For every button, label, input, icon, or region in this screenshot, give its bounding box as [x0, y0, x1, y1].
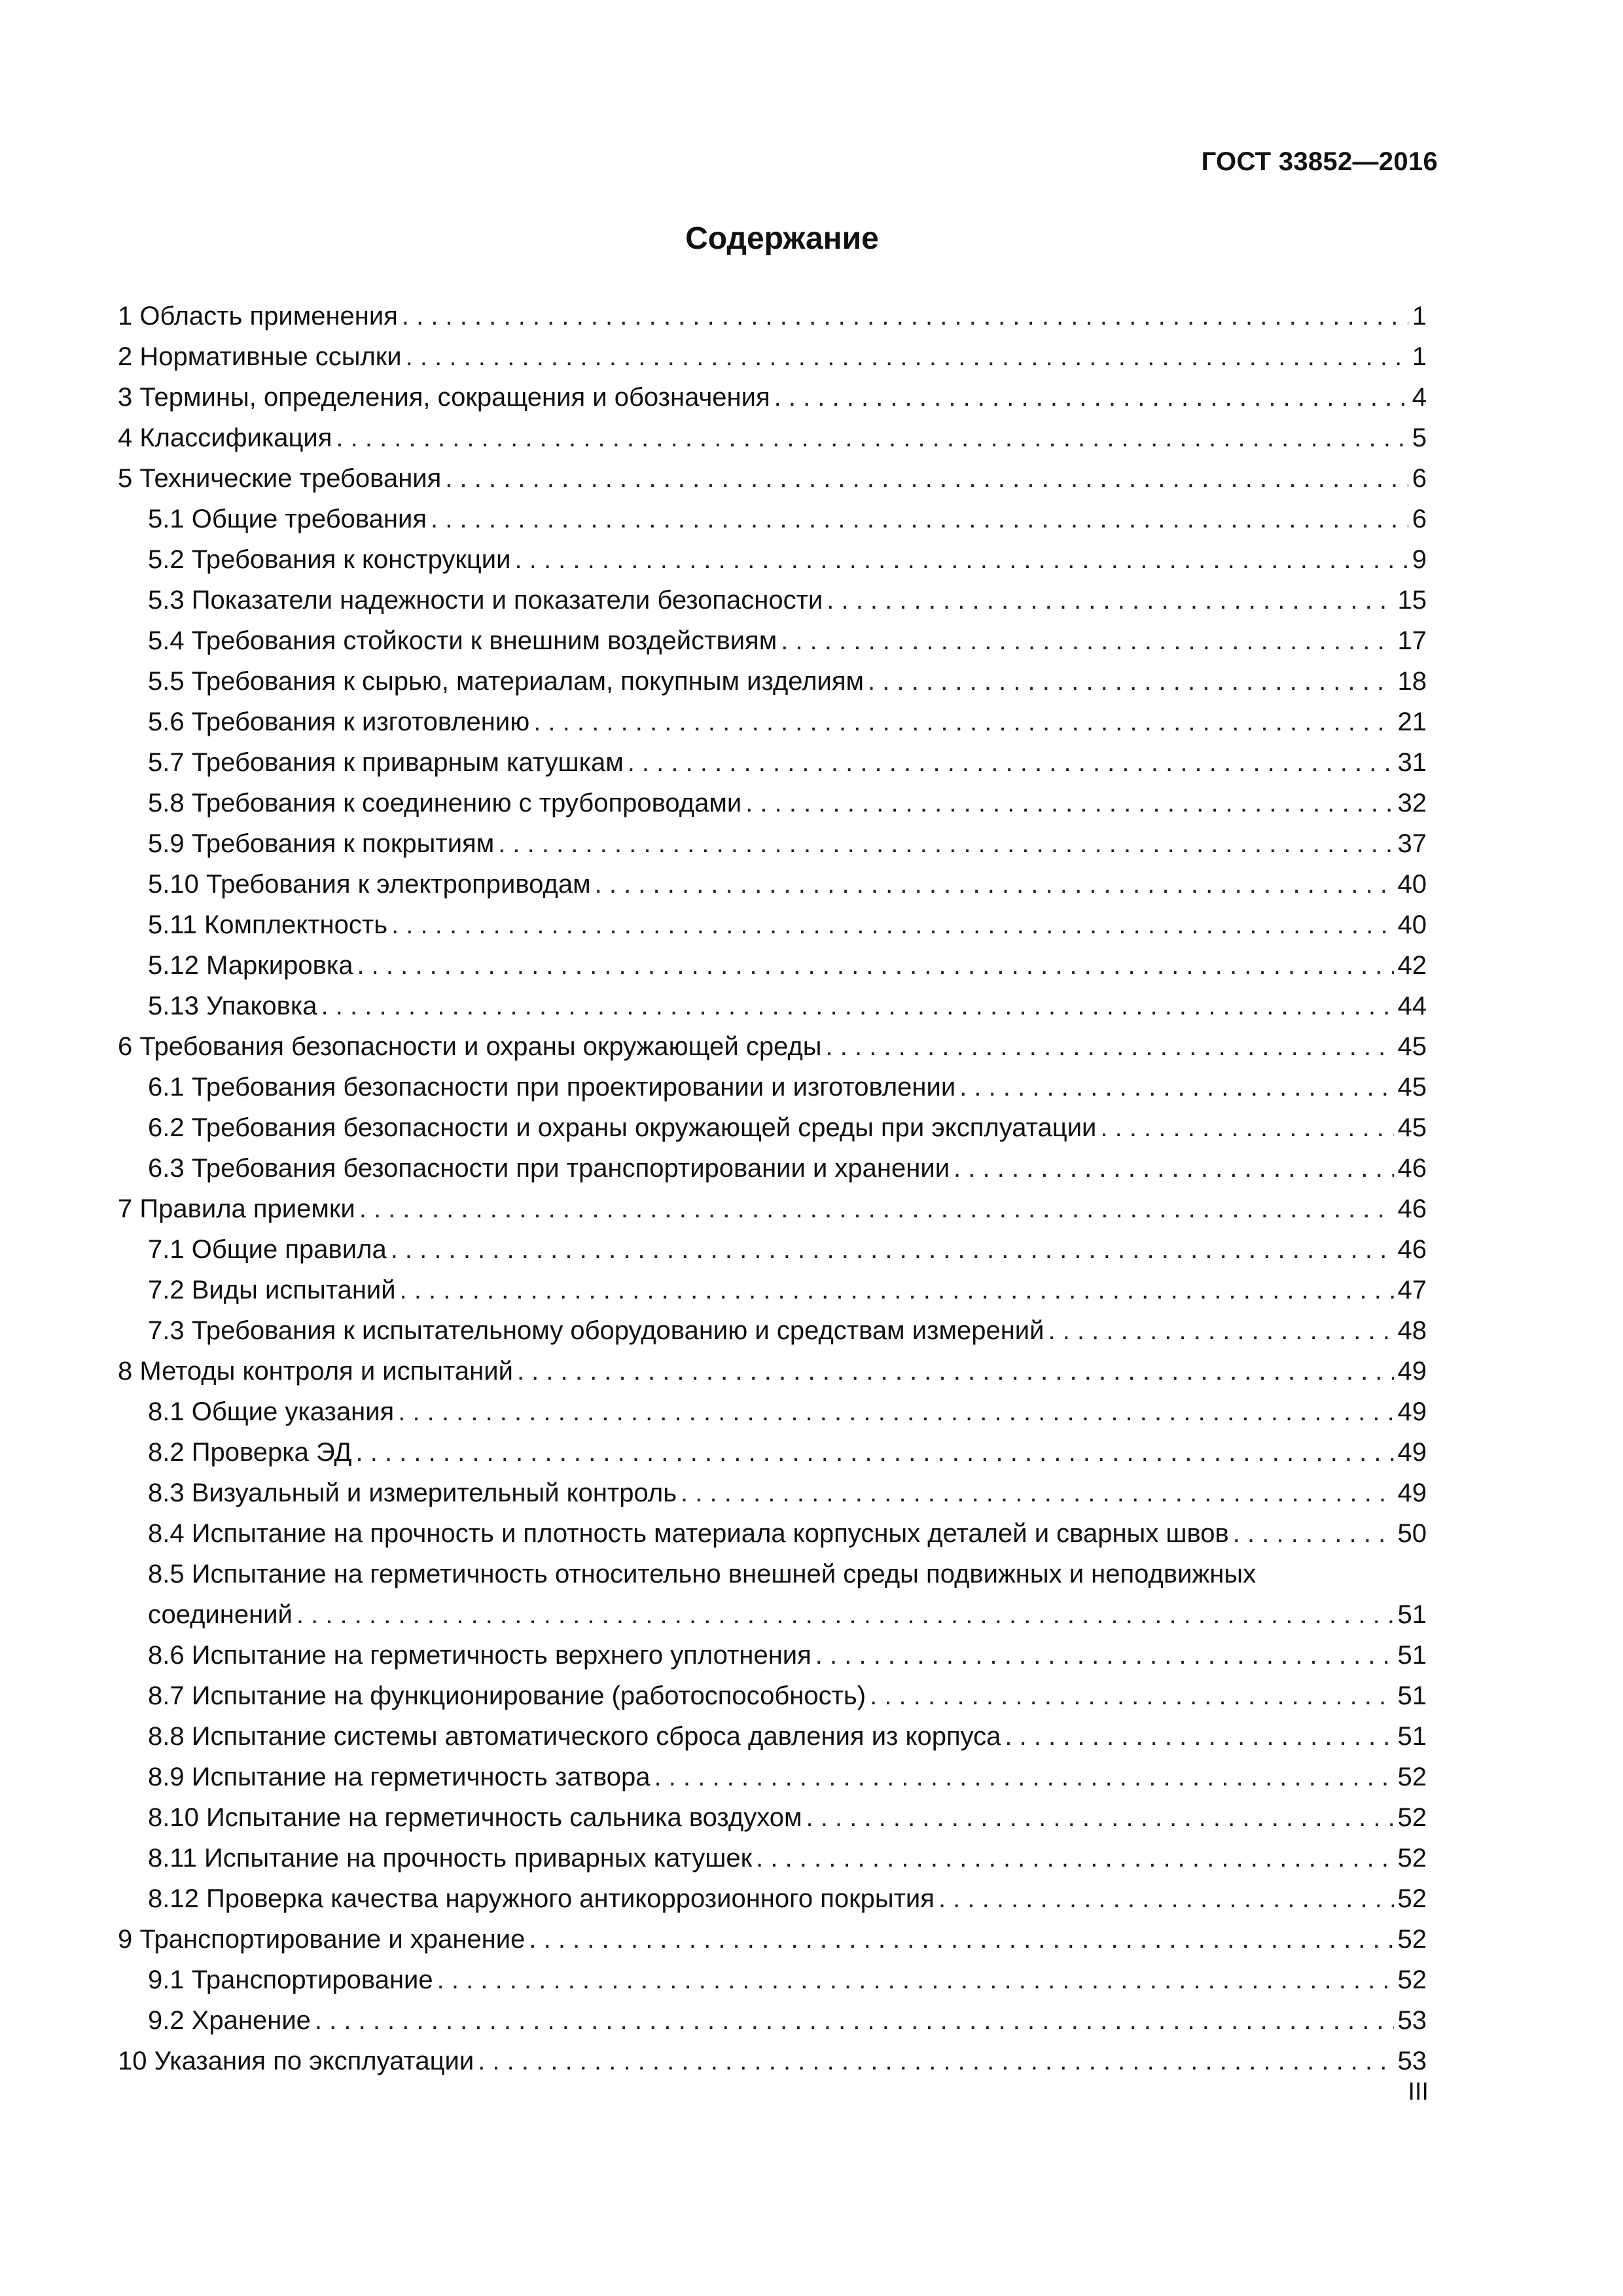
toc-entry-page: 17: [1397, 626, 1427, 655]
toc-entry-title: 6.3 Требования безопасности при транспортировании и хранении: [148, 1154, 950, 1183]
toc-dot-leader: [514, 539, 1408, 580]
toc-entry-page: 52: [1397, 1965, 1427, 1994]
toc-subentry[interactable]: [118, 620, 1427, 661]
toc-entry-page: 40: [1397, 870, 1427, 899]
toc-subentry[interactable]: [118, 905, 1427, 945]
toc-entry-title: 5.1 Общие требования: [148, 505, 427, 533]
toc-dot-leader: [806, 1797, 1394, 1838]
toc-entry-page: 45: [1397, 1032, 1427, 1061]
toc-dot-leader: [681, 1473, 1393, 1513]
toc-entry[interactable]: [118, 1189, 1427, 1229]
toc-entry-title: 8.9 Испытание на герметичность затвора: [148, 1763, 651, 1791]
toc-entry-title: 8.6 Испытание на герметичность верхнего уплотнения: [148, 1641, 812, 1670]
toc-entry-title: 8.4 Испытание на прочность и плотность материала корпусных деталей и сварных швов: [148, 1519, 1229, 1548]
toc-entry-page: 48: [1397, 1316, 1427, 1345]
toc-dot-leader: [321, 986, 1394, 1026]
toc-entry[interactable]: [118, 418, 1427, 458]
toc-entry-title: 6.1 Требования безопасности при проектировании и изготовлении: [148, 1073, 956, 1102]
toc-entry-title: 8.12 Проверка качества наружного антикоррозионного покрытия: [148, 1884, 935, 1913]
toc-entry-page: 4: [1412, 383, 1427, 412]
toc-dot-leader: [437, 1960, 1394, 2000]
toc-entry-title: 1 Область применения: [118, 302, 398, 331]
toc-dot-leader: [533, 702, 1393, 742]
toc-subentry[interactable]: [118, 1513, 1427, 1554]
toc-dot-leader: [517, 1351, 1394, 1391]
toc-subentry[interactable]: [118, 1229, 1427, 1270]
toc-dot-leader: [1233, 1513, 1394, 1554]
toc-entry-title: 6.2 Требования безопасности и охраны окружающей среды при эксплуатации: [148, 1113, 1097, 1142]
toc-entry-page: 51: [1397, 1681, 1427, 1710]
toc-subentry[interactable]: [118, 823, 1427, 864]
toc-subentry[interactable]: [118, 1838, 1427, 1878]
toc-entry-page: 6: [1412, 505, 1427, 533]
toc-entry[interactable]: [118, 336, 1427, 377]
toc-entry-page: 1: [1412, 302, 1427, 331]
toc-dot-leader: [445, 458, 1408, 499]
toc-entry-title: 8.3 Визуальный и измерительный контроль: [148, 1479, 677, 1507]
toc-dot-leader: [815, 1635, 1394, 1676]
toc-subentry[interactable]: [118, 1554, 1427, 1635]
toc-dot-leader: [356, 1432, 1394, 1473]
toc-entry-page: 52: [1397, 1844, 1427, 1873]
toc-entry-title: 5.3 Показатели надежности и показатели безопасности: [148, 586, 823, 615]
toc-entry-title: 7.3 Требования к испытательному оборудованию и средствам измерений: [148, 1316, 1044, 1345]
toc-subentry[interactable]: [118, 1635, 1427, 1676]
toc-subentry[interactable]: [118, 2000, 1427, 2041]
toc-entry-page: 50: [1397, 1519, 1427, 1548]
toc-entry-title: 9.2 Хранение: [148, 2006, 311, 2035]
toc-entry-title: 7.1 Общие правила: [148, 1235, 387, 1264]
toc-entry-page: 9: [1412, 545, 1427, 574]
toc-entry-title: 5.13 Упаковка: [148, 992, 317, 1020]
toc-entry-page: 51: [1397, 1641, 1427, 1670]
toc-entry-title-line1: 8.5 Испытание на герметичность относительно внешней среды подвижных и неподвижных: [148, 1560, 1257, 1588]
toc-entry-title: 5.2 Требования к конструкции: [148, 545, 511, 574]
toc-dot-leader: [868, 661, 1393, 702]
toc-entry-title: 8.1 Общие указания: [148, 1397, 395, 1426]
toc-entry-title: 8.2 Проверка ЭД: [148, 1438, 352, 1467]
toc-entry-title: 5.9 Требования к покрытиям: [148, 829, 495, 858]
toc-entry-title: 5.11 Комплектность: [148, 910, 388, 939]
toc-subentry[interactable]: [118, 945, 1427, 986]
toc-entry-title: 7.2 Виды испытаний: [148, 1276, 396, 1304]
toc-subentry[interactable]: [118, 1676, 1427, 1716]
toc-entry-page: 45: [1397, 1073, 1427, 1102]
toc-entry-title: 5.8 Требования к соединению с трубопроводами: [148, 789, 742, 817]
toc-entry[interactable]: [118, 1351, 1427, 1391]
toc-entry-title: 4 Классификация: [118, 423, 332, 452]
toc-entry-title: 8.11 Испытание на прочность приварных катушек: [148, 1844, 753, 1873]
toc-subentry[interactable]: [118, 1391, 1427, 1432]
toc-dot-leader: [336, 418, 1408, 458]
toc-subentry[interactable]: [118, 539, 1427, 580]
toc-entry[interactable]: [118, 296, 1427, 336]
toc-entry-title: 5.4 Требования стойкости к внешним воздействиям: [148, 626, 777, 655]
toc-entry[interactable]: [118, 377, 1427, 418]
toc-subentry[interactable]: [118, 499, 1427, 539]
toc-entry-page: 45: [1397, 1113, 1427, 1142]
toc-entry-page: 31: [1397, 748, 1427, 777]
toc-dot-leader: [781, 620, 1393, 661]
toc-entry[interactable]: [118, 1026, 1427, 1067]
toc-dot-leader: [745, 783, 1393, 823]
toc-title: Содержание: [685, 221, 879, 256]
toc-entry[interactable]: [118, 1919, 1427, 1960]
toc-subentry[interactable]: [118, 986, 1427, 1026]
toc-dot-leader: [391, 1229, 1394, 1270]
toc-entry-page: 53: [1397, 2006, 1427, 2035]
toc-entry-title: 8.7 Испытание на функционирование (работоспособность): [148, 1681, 866, 1710]
toc-entry-page: 44: [1397, 992, 1427, 1020]
toc-subentry[interactable]: [118, 1797, 1427, 1838]
toc-subentry[interactable]: [118, 1878, 1427, 1919]
toc-subentry[interactable]: [118, 864, 1427, 905]
document-code: ГОСТ 33852—2016: [1201, 147, 1438, 176]
toc-entry-title: 7 Правила приемки: [118, 1194, 355, 1223]
toc-entry-page: 52: [1397, 1803, 1427, 1832]
toc-subentry[interactable]: [118, 702, 1427, 742]
toc-entry-page: 49: [1397, 1438, 1427, 1467]
toc-entry-page: 46: [1397, 1154, 1427, 1183]
toc-dot-leader: [296, 1594, 1394, 1635]
toc-subentry[interactable]: [118, 1310, 1427, 1351]
toc-dot-leader: [628, 742, 1394, 783]
toc-subentry[interactable]: [118, 580, 1427, 620]
toc-dot-leader: [595, 864, 1394, 905]
toc-entry-page: 6: [1412, 464, 1427, 493]
toc-dot-leader: [1005, 1716, 1393, 1757]
toc-dot-leader: [359, 1189, 1394, 1229]
toc-entry-page: 51: [1397, 1722, 1427, 1751]
toc-entry-page: 52: [1397, 1763, 1427, 1791]
toc-entry-page: 46: [1397, 1194, 1427, 1223]
toc-entry-title: 10 Указания по эксплуатации: [118, 2047, 474, 2075]
page-number: III: [1408, 2078, 1429, 2106]
toc-dot-leader: [870, 1676, 1393, 1716]
toc-dot-leader: [400, 1270, 1394, 1310]
toc-entry[interactable]: [118, 2041, 1427, 2081]
toc-subentry[interactable]: [118, 1270, 1427, 1310]
toc-entry-page: 51: [1397, 1600, 1427, 1629]
toc-entry[interactable]: [118, 458, 1427, 499]
toc-entry-page: 49: [1397, 1397, 1427, 1426]
toc-entry-page: 18: [1397, 667, 1427, 696]
toc-dot-leader: [938, 1878, 1394, 1919]
toc-dot-leader: [959, 1067, 1393, 1107]
toc-dot-leader: [398, 1391, 1393, 1432]
toc-entry-title: 9.1 Транспортирование: [148, 1965, 433, 1994]
toc-entry-page: 1: [1412, 342, 1427, 371]
toc-dot-leader: [774, 377, 1408, 418]
toc-subentry[interactable]: [118, 1067, 1427, 1107]
toc-dot-leader: [357, 945, 1393, 986]
toc-entry-title-line2: соединений: [148, 1600, 293, 1629]
toc-entry-page: 37: [1397, 829, 1427, 858]
toc-subentry[interactable]: [118, 661, 1427, 702]
toc-entry-page: 47: [1397, 1276, 1427, 1304]
toc-dot-leader: [529, 1919, 1393, 1960]
toc-dot-leader: [315, 2000, 1394, 2041]
toc-dot-leader: [478, 2041, 1393, 2081]
toc-dot-leader: [406, 336, 1408, 377]
toc-subentry[interactable]: [118, 1757, 1427, 1797]
toc-dot-leader: [1100, 1107, 1393, 1148]
toc-dot-leader: [431, 499, 1408, 539]
toc-entry-page: 15: [1397, 586, 1427, 615]
toc-entry-page: 49: [1397, 1479, 1427, 1507]
toc-subentry[interactable]: [118, 1716, 1427, 1757]
toc-entry-title: 5.10 Требования к электроприводам: [148, 870, 591, 899]
toc-subentry[interactable]: [118, 1960, 1427, 2000]
toc-entry-title: 5.6 Требования к изготовлению: [148, 708, 530, 736]
toc-dot-leader: [498, 823, 1393, 864]
toc-entry-page: 52: [1397, 1925, 1427, 1954]
toc-entry-title: 6 Требования безопасности и охраны окружающей среды: [118, 1032, 822, 1061]
toc-subentry[interactable]: [118, 1107, 1427, 1148]
toc-entry-title: 5 Технические требования: [118, 464, 442, 493]
toc-dot-leader: [391, 905, 1393, 945]
toc-entry-page: 40: [1397, 910, 1427, 939]
toc-subentry[interactable]: [118, 1432, 1427, 1473]
toc-dot-leader: [1048, 1310, 1393, 1351]
toc-entry-page: 46: [1397, 1235, 1427, 1264]
toc-entry-page: 32: [1397, 789, 1427, 817]
toc-entry-title: 5.7 Требования к приварным катушкам: [148, 748, 624, 777]
toc-dot-leader: [954, 1148, 1393, 1189]
toc-entry-page: 49: [1397, 1357, 1427, 1386]
toc-subentry[interactable]: [118, 783, 1427, 823]
toc-entry-title: 5.5 Требования к сырью, материалам, покупным изделиям: [148, 667, 865, 696]
toc-entry-title: 8 Методы контроля и испытаний: [118, 1357, 513, 1386]
toc-subentry[interactable]: [118, 742, 1427, 783]
toc-dot-leader: [756, 1838, 1393, 1878]
toc-dot-leader: [827, 580, 1393, 620]
toc-entry-page: 42: [1397, 951, 1427, 980]
toc-entry-title: 8.10 Испытание на герметичность сальника воздухом: [148, 1803, 802, 1832]
toc-subentry[interactable]: [118, 1473, 1427, 1513]
toc-entry-page: 5: [1412, 423, 1427, 452]
toc-dot-leader: [402, 296, 1408, 336]
toc-entry-title: 2 Нормативные ссылки: [118, 342, 402, 371]
toc-entry-title: 5.12 Маркировка: [148, 951, 353, 980]
toc-entry-title: 9 Транспортирование и хранение: [118, 1925, 526, 1954]
toc-entry-page: 21: [1397, 708, 1427, 736]
toc-entry-title: 8.8 Испытание системы автоматического сброса давления из корпуса: [148, 1722, 1001, 1751]
toc-dot-leader: [826, 1026, 1394, 1067]
toc-entry-page: 52: [1397, 1884, 1427, 1913]
toc-entry-page: 53: [1397, 2047, 1427, 2075]
toc-subentry[interactable]: [118, 1148, 1427, 1189]
toc-entry-title: 3 Термины, определения, сокращения и обозначения: [118, 383, 770, 412]
toc-dot-leader: [654, 1757, 1394, 1797]
table-of-contents: [118, 296, 1427, 2081]
